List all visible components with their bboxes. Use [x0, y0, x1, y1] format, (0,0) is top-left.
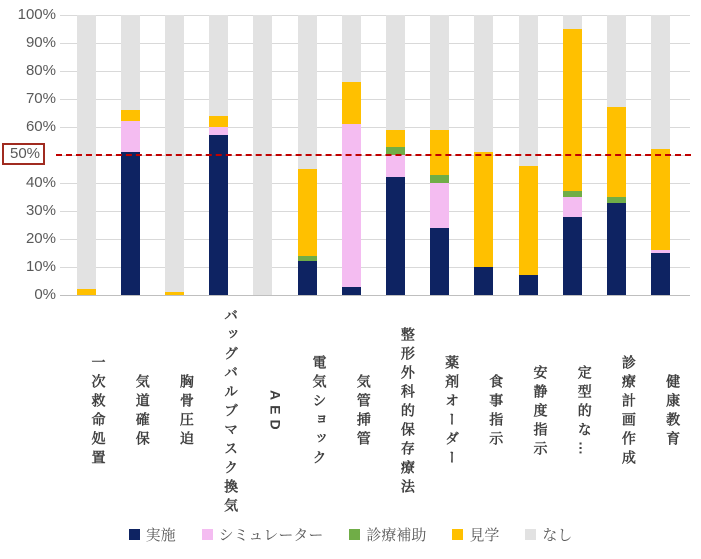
legend-label: 診療補助: [366, 527, 427, 544]
category-label: バッグバルブマスク換気: [223, 307, 240, 517]
bar-segment: [298, 15, 317, 169]
bar-segment: [563, 217, 582, 295]
y-tick-label: 0%: [34, 286, 56, 303]
bar-segment: [121, 152, 140, 295]
y-tick-label: 90%: [25, 34, 56, 51]
bar-segment: [430, 228, 449, 295]
bar-segment: [563, 29, 582, 191]
gridline: [60, 267, 690, 268]
bar-segment: [209, 116, 228, 127]
bar-segment: [386, 15, 405, 130]
bar-segment: [519, 15, 538, 166]
gridline: [60, 99, 690, 100]
gridline: [60, 183, 690, 184]
bar-segment: [298, 169, 317, 256]
bar-segment: [651, 15, 670, 149]
legend-item: [129, 524, 176, 545]
bar-segment: [298, 261, 317, 295]
gridline: [60, 43, 690, 44]
bar-segment: [209, 15, 228, 116]
x-axis-line: [60, 295, 690, 296]
bar-segment: [342, 124, 361, 286]
category-label: 食事指示: [488, 374, 505, 450]
gridline: [60, 71, 690, 72]
bar-segment: [77, 15, 96, 289]
bar-segment: [474, 152, 493, 267]
legend-label: 実施: [145, 527, 176, 544]
bar-segment: [165, 292, 184, 295]
category-label: 定型的な…: [576, 364, 593, 460]
category-label: 胸骨圧迫: [178, 374, 195, 450]
bar-segment: [607, 203, 626, 295]
gridline: [60, 15, 690, 16]
bar-segment: [519, 275, 538, 295]
legend-swatch-icon: [349, 529, 360, 540]
category-label: AED: [267, 389, 284, 435]
x-axis-labels: [60, 303, 690, 521]
y-tick-label: 60%: [25, 118, 56, 135]
gridline: [60, 211, 690, 212]
category-label: 電気ショック: [311, 355, 328, 469]
y-tick-label: 80%: [25, 62, 56, 79]
y-tick-label: 70%: [25, 90, 56, 107]
gridline: [60, 239, 690, 240]
bar-segment: [121, 110, 140, 121]
bar-segment: [607, 15, 626, 107]
bar-segment: [386, 177, 405, 295]
y-tick-label-boxed: 50%: [2, 143, 45, 165]
legend-item: [525, 524, 572, 545]
legend-label: 見学: [469, 527, 500, 544]
bar-segment: [474, 267, 493, 295]
legend: [0, 524, 701, 545]
bar-segment: [342, 82, 361, 124]
legend-label: シミュレーター: [218, 527, 324, 544]
legend-swatch-icon: [202, 529, 213, 540]
bar-segment: [651, 149, 670, 250]
category-label: 一次救命処置: [90, 355, 107, 469]
gridline: [60, 127, 690, 128]
legend-label: なし: [542, 527, 573, 544]
bar-segment: [430, 130, 449, 175]
bar-segment: [386, 130, 405, 147]
y-tick-label: 30%: [25, 202, 56, 219]
bar-segment: [430, 175, 449, 183]
legend-swatch-icon: [452, 529, 463, 540]
bar-segment: [386, 155, 405, 177]
bar-segment: [607, 107, 626, 197]
y-tick-label: 20%: [25, 230, 56, 247]
legend-item: [452, 524, 499, 545]
bar-segment: [77, 289, 96, 295]
legend-swatch-icon: [525, 529, 536, 540]
bar-segment: [209, 135, 228, 295]
legend-swatch-icon: [129, 529, 140, 540]
bar-segment: [474, 15, 493, 152]
bar-segment: [121, 15, 140, 110]
category-label: 気道確保: [134, 374, 151, 450]
bar-segment: [519, 166, 538, 275]
category-label: 気管挿管: [355, 374, 372, 450]
bar-segment: [209, 127, 228, 135]
bar-segment: [651, 253, 670, 295]
bar-segment: [430, 15, 449, 130]
bar-segment: [342, 15, 361, 82]
category-label: 整形外科的保存療法: [399, 326, 416, 498]
y-tick-label: 100%: [17, 6, 56, 23]
category-label: 薬剤オーダー: [444, 355, 461, 469]
bar-segment: [563, 15, 582, 29]
bar-segment: [430, 183, 449, 228]
legend-item: [202, 524, 324, 545]
category-label: 健康教育: [665, 374, 682, 450]
legend-item: [349, 524, 426, 545]
bar-segment: [121, 121, 140, 152]
plot-area: [60, 15, 690, 295]
category-label: 安静度指示: [532, 364, 549, 460]
y-tick-label: 10%: [25, 258, 56, 275]
reference-line-50pct: [56, 154, 691, 156]
bar-segment: [342, 287, 361, 295]
category-label: 診療計画作成: [620, 355, 637, 469]
bar-segment: [563, 197, 582, 217]
y-tick-label: 40%: [25, 174, 56, 191]
